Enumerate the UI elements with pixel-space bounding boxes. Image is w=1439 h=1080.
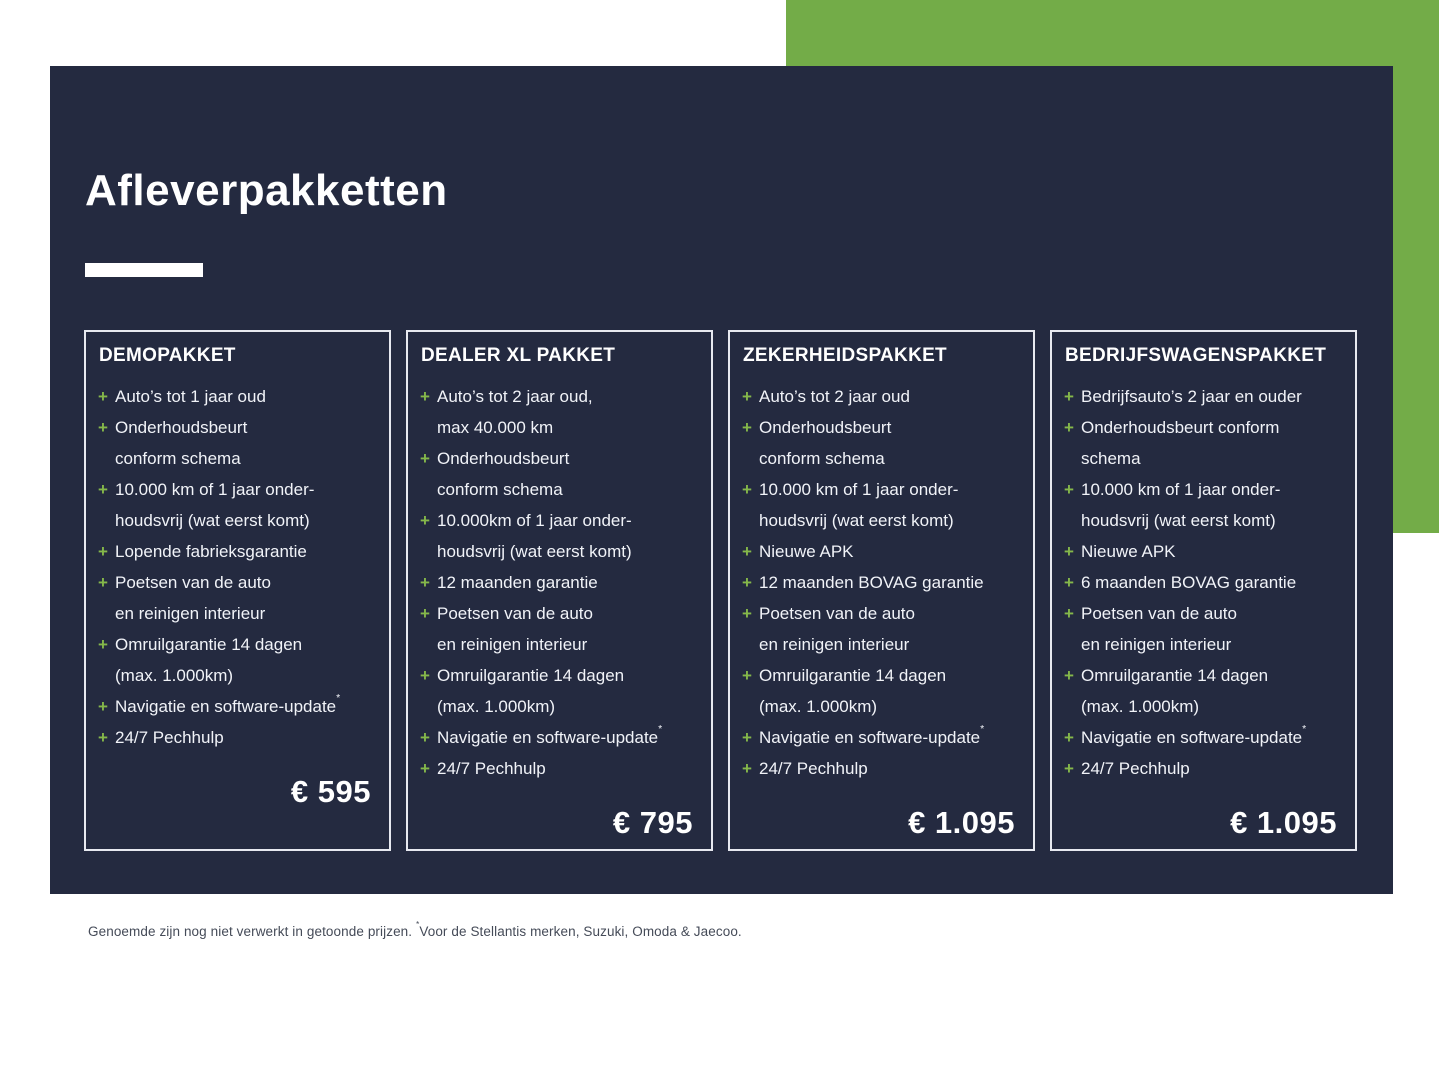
feature-text — [1081, 474, 1280, 536]
feature-line: Poetsen van de auto — [437, 604, 593, 623]
feature-line: Navigatie en software-update* — [759, 722, 985, 747]
feature-text — [115, 691, 340, 722]
plus-bullet-icon: + — [1064, 573, 1074, 592]
feature-text — [1081, 412, 1279, 474]
plus-bullet-icon: + — [98, 697, 108, 716]
feature-text — [759, 567, 984, 598]
feature-line: (max. 1.000km) — [437, 697, 556, 716]
feature-text — [759, 722, 984, 753]
plus-bullet-icon: + — [98, 418, 108, 437]
feature-item — [98, 691, 377, 722]
main-panel — [50, 66, 1393, 894]
feature-line: Omruilgarantie 14 dagen — [1081, 666, 1269, 685]
feature-text — [115, 536, 307, 567]
feature-item — [742, 412, 1021, 474]
feature-text — [437, 443, 569, 505]
feature-item — [98, 474, 377, 536]
feature-item — [98, 629, 377, 691]
feature-line: 10.000 km of 1 jaar onder- — [1081, 480, 1281, 499]
feature-item — [420, 567, 699, 598]
feature-line: 24/7 Pechhulp — [437, 759, 546, 778]
feature-line: Onderhoudsbeurt conform — [1081, 418, 1280, 437]
plus-bullet-icon: + — [98, 728, 108, 747]
feature-line: Omruilgarantie 14 dagen — [437, 666, 625, 685]
package-price: € 795 — [612, 805, 693, 840]
package-feature-list — [1064, 381, 1343, 784]
package-card-title: ZEKERHEIDSPAKKET — [743, 345, 947, 366]
feature-item — [98, 567, 377, 629]
feature-text — [437, 722, 662, 753]
feature-line: en reinigen interieur — [759, 635, 910, 654]
feature-item — [1064, 536, 1343, 567]
feature-line: (max. 1.000km) — [759, 697, 878, 716]
feature-line: houdsvrij (wat eerst komt) — [759, 511, 954, 530]
feature-item — [742, 536, 1021, 567]
plus-bullet-icon: + — [420, 759, 430, 778]
feature-item — [98, 722, 377, 753]
page-title: Afleverpakketten — [85, 166, 448, 215]
package-card-title: DEALER XL PAKKET — [421, 345, 616, 366]
feature-item — [1064, 722, 1343, 753]
feature-item — [1064, 412, 1343, 474]
feature-line: Navigatie en software-update* — [1081, 722, 1307, 747]
feature-line: Navigatie en software-update* — [115, 691, 341, 716]
asterisk-marker: * — [658, 722, 663, 735]
feature-text — [115, 629, 302, 691]
feature-item — [742, 474, 1021, 536]
package-price: € 595 — [290, 774, 371, 809]
plus-bullet-icon: + — [98, 542, 108, 561]
feature-item — [1064, 598, 1343, 660]
plus-bullet-icon: + — [1064, 666, 1074, 685]
package-feature-list — [420, 381, 699, 784]
feature-item — [420, 598, 699, 660]
package-price: € 1.095 — [908, 805, 1015, 840]
package-card — [406, 330, 713, 851]
feature-text — [1081, 381, 1302, 412]
feature-text — [437, 567, 598, 598]
feature-text — [1081, 660, 1268, 722]
plus-bullet-icon: + — [742, 573, 752, 592]
package-feature-list — [742, 381, 1021, 784]
feature-item — [742, 722, 1021, 753]
feature-line: conform schema — [115, 449, 241, 468]
plus-bullet-icon: + — [742, 604, 752, 623]
feature-line: Poetsen van de auto — [759, 604, 915, 623]
feature-text — [759, 536, 854, 567]
feature-text — [437, 381, 593, 443]
plus-bullet-icon: + — [742, 666, 752, 685]
feature-line: Navigatie en software-update* — [437, 722, 663, 747]
package-card — [728, 330, 1035, 851]
feature-line: Nieuwe APK — [1081, 542, 1176, 561]
feature-line: Bedrijfsauto’s 2 jaar en ouder — [1081, 387, 1302, 406]
asterisk-marker: * — [980, 722, 985, 735]
plus-bullet-icon: + — [98, 387, 108, 406]
feature-item — [742, 660, 1021, 722]
feature-item — [420, 381, 699, 443]
feature-text — [437, 753, 546, 784]
feature-line: Poetsen van de auto — [115, 573, 271, 592]
feature-item — [420, 753, 699, 784]
feature-line: schema — [1081, 449, 1141, 468]
feature-item — [98, 381, 377, 412]
plus-bullet-icon: + — [420, 573, 430, 592]
footnote-text: Genoemde zijn nog niet verwerkt in getoonde prijzen. — [88, 924, 416, 939]
feature-line: en reinigen interieur — [115, 604, 266, 623]
feature-line: max 40.000 km — [437, 418, 554, 437]
feature-item — [1064, 474, 1343, 536]
feature-item — [742, 567, 1021, 598]
feature-text — [115, 381, 266, 412]
footnote-asterisk: * — [416, 918, 420, 929]
feature-line: Omruilgarantie 14 dagen — [115, 635, 303, 654]
plus-bullet-icon: + — [742, 387, 752, 406]
plus-bullet-icon: + — [742, 728, 752, 747]
feature-text — [437, 505, 632, 567]
feature-item — [420, 722, 699, 753]
plus-bullet-icon: + — [742, 759, 752, 778]
feature-text — [1081, 598, 1237, 660]
feature-line: en reinigen interieur — [437, 635, 588, 654]
feature-line: 10.000 km of 1 jaar onder- — [115, 480, 315, 499]
feature-line: 12 maanden garantie — [437, 573, 598, 592]
feature-line: conform schema — [759, 449, 885, 468]
feature-text — [1081, 567, 1296, 598]
feature-line: 10.000 km of 1 jaar onder- — [759, 480, 959, 499]
plus-bullet-icon: + — [742, 418, 752, 437]
feature-text — [759, 381, 910, 412]
feature-item — [1064, 660, 1343, 722]
feature-item — [1064, 567, 1343, 598]
feature-line: 10.000km of 1 jaar onder- — [437, 511, 632, 530]
plus-bullet-icon: + — [742, 480, 752, 499]
feature-line: 6 maanden BOVAG garantie — [1081, 573, 1297, 592]
plus-bullet-icon: + — [1064, 728, 1074, 747]
feature-line: conform schema — [437, 480, 563, 499]
feature-text — [759, 753, 868, 784]
feature-line: en reinigen interieur — [1081, 635, 1232, 654]
feature-line: Lopende fabrieksgarantie — [115, 542, 307, 561]
feature-line: (max. 1.000km) — [1081, 697, 1200, 716]
feature-text — [437, 598, 593, 660]
feature-item — [1064, 753, 1343, 784]
feature-line: 24/7 Pechhulp — [115, 728, 224, 747]
feature-line: Auto’s tot 2 jaar oud, — [437, 387, 593, 406]
plus-bullet-icon: + — [1064, 604, 1074, 623]
feature-line: 24/7 Pechhulp — [1081, 759, 1190, 778]
plus-bullet-icon: + — [1064, 418, 1074, 437]
feature-item — [420, 443, 699, 505]
package-card-title: DEMOPAKKET — [99, 345, 236, 366]
feature-line: Onderhoudsbeurt — [437, 449, 570, 468]
plus-bullet-icon: + — [420, 387, 430, 406]
feature-text — [115, 412, 247, 474]
plus-bullet-icon: + — [420, 449, 430, 468]
feature-line: houdsvrij (wat eerst komt) — [437, 542, 632, 561]
feature-text — [759, 598, 915, 660]
feature-text — [115, 722, 224, 753]
feature-item — [98, 536, 377, 567]
feature-item — [420, 660, 699, 722]
package-card — [1050, 330, 1357, 851]
feature-text — [115, 567, 271, 629]
feature-line: Poetsen van de auto — [1081, 604, 1237, 623]
feature-line: Auto’s tot 2 jaar oud — [759, 387, 910, 406]
feature-line: Onderhoudsbeurt — [115, 418, 248, 437]
plus-bullet-icon: + — [742, 542, 752, 561]
feature-line: Auto’s tot 1 jaar oud — [115, 387, 266, 406]
package-card-title: BEDRIJFSWAGENSPAKKET — [1065, 345, 1327, 366]
feature-line: 12 maanden BOVAG garantie — [759, 573, 984, 592]
feature-item — [420, 505, 699, 567]
feature-text — [437, 660, 624, 722]
package-card — [84, 330, 391, 851]
feature-line: houdsvrij (wat eerst komt) — [1081, 511, 1276, 530]
asterisk-marker: * — [336, 691, 341, 704]
feature-line: 24/7 Pechhulp — [759, 759, 868, 778]
plus-bullet-icon: + — [420, 728, 430, 747]
plus-bullet-icon: + — [1064, 542, 1074, 561]
feature-line: Nieuwe APK — [759, 542, 854, 561]
feature-text — [1081, 753, 1190, 784]
package-feature-list — [98, 381, 377, 753]
plus-bullet-icon: + — [98, 573, 108, 592]
feature-line: Onderhoudsbeurt — [759, 418, 892, 437]
plus-bullet-icon: + — [420, 511, 430, 530]
package-price: € 1.095 — [1230, 805, 1337, 840]
feature-text — [1081, 536, 1176, 567]
feature-line: (max. 1.000km) — [115, 666, 234, 685]
plus-bullet-icon: + — [98, 635, 108, 654]
feature-line: houdsvrij (wat eerst komt) — [115, 511, 310, 530]
feature-item — [742, 381, 1021, 412]
feature-text — [759, 474, 958, 536]
asterisk-marker: * — [1302, 722, 1307, 735]
feature-item — [1064, 381, 1343, 412]
feature-item — [742, 598, 1021, 660]
feature-line: Omruilgarantie 14 dagen — [759, 666, 947, 685]
plus-bullet-icon: + — [1064, 480, 1074, 499]
plus-bullet-icon: + — [98, 480, 108, 499]
feature-text — [1081, 722, 1306, 753]
footnote-asterisk-note: Voor de Stellantis merken, Suzuki, Omoda & Jaecoo. — [419, 924, 742, 939]
package-cards-row — [84, 330, 1357, 851]
title-underline — [85, 263, 203, 277]
feature-text — [759, 660, 946, 722]
footnote — [88, 918, 742, 939]
plus-bullet-icon: + — [420, 604, 430, 623]
feature-item — [742, 753, 1021, 784]
feature-item — [98, 412, 377, 474]
feature-text — [115, 474, 314, 536]
plus-bullet-icon: + — [1064, 387, 1074, 406]
plus-bullet-icon: + — [1064, 759, 1074, 778]
plus-bullet-icon: + — [420, 666, 430, 685]
feature-text — [759, 412, 891, 474]
